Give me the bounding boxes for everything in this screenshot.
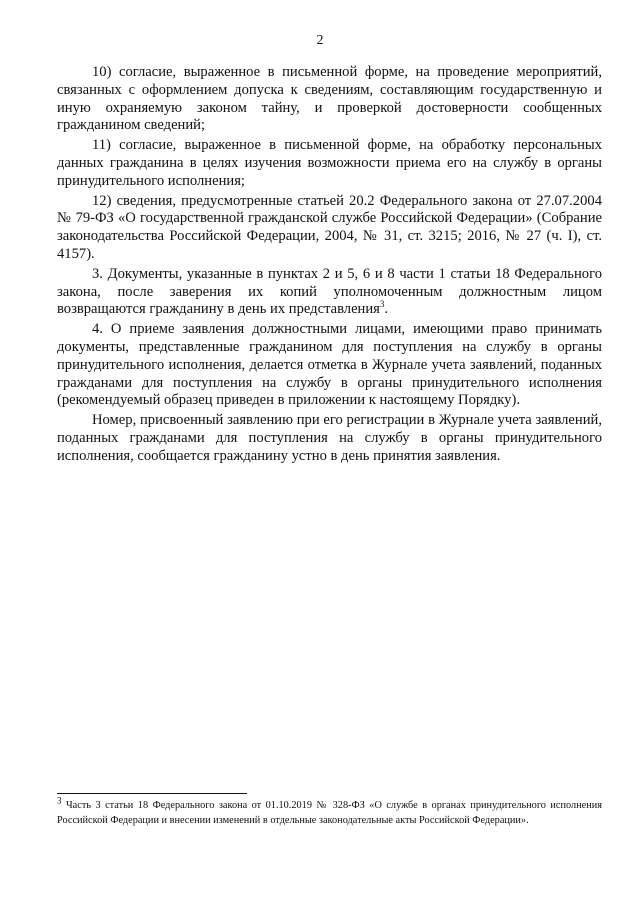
footnote-separator (57, 793, 247, 794)
paragraph-item-11: 11) согласие, выраженное в письменной форме, на обработку персональных данных гражданина в целях изучения возможности приема его на службу в органы принудительного исполнения; (57, 137, 602, 189)
page-number: 2 (316, 33, 324, 48)
paragraph-section-3: 3. Документы, указанные в пунктах 2 и 5, 6 и 8 части 1 статьи 18 Федерального закона, после заверения их копий уполномоченным должностным лицом возвращаются гражданину в день их представления$^3$. (57, 265, 602, 318)
footnote-reference: 3 (379, 299, 385, 310)
paragraph-registration-number: Номер, присвоенный заявлению при его регистрации в Журнале учета заявлений, поданных гражданами для поступления на службу в органы принудительного исполнения, сообщается гражданину устно в день принятия заявления. (57, 412, 602, 464)
paragraph-section-4: 4. О приеме заявления должностными лицами, имеющими право принимать документы, представленные гражданином для поступления на службу в органы принудительного исполнения, делается отметка в Журнале учета заявлений, поданных гражданами для поступления на службу в органы принудительного исполнения (рекомендуемый образец приведен в приложении к настоящему Порядку). (57, 321, 602, 409)
paragraph-item-12: 12) сведения, предусмотренные статьей 20.2 Федерального закона от 27.07.2004 № 79-ФЗ «О государственной гражданской службе Российской Федерации» (Собрание законодательства Российской Федерации, 2004, № 31, ст. 3215; 2016, № 27 (ч. I), ст. 4157). (57, 192, 602, 262)
footnote-marker: 3 (57, 795, 62, 806)
paragraph-section-3-text: 3. Документы, указанные в пунктах 2 и 5, 6 и 8 части 1 статьи 18 Федерального закона, после заверения их копий уполномоченным должностным лицом возвращаются гражданину в день их представления (57, 265, 602, 318)
paragraph-item-10: 10) согласие, выраженное в письменной форме, на проведение мероприятий, связанных с оформлением допуска к сведениям, составляющим государственную и иную охраняемую законом тайну, и проверкой достоверности сообщенных гражданином сведений; (57, 64, 602, 134)
footnote-text: Часть 3 статьи 18 Федерального закона от 01.10.2019 № 328-ФЗ «О службе в органах принудительного исполнения Российской Федерации и внесении изменений в отдельные законодательные акты Российской Федерации». (57, 800, 602, 826)
footnote (57, 795, 602, 828)
document-body (57, 64, 602, 468)
